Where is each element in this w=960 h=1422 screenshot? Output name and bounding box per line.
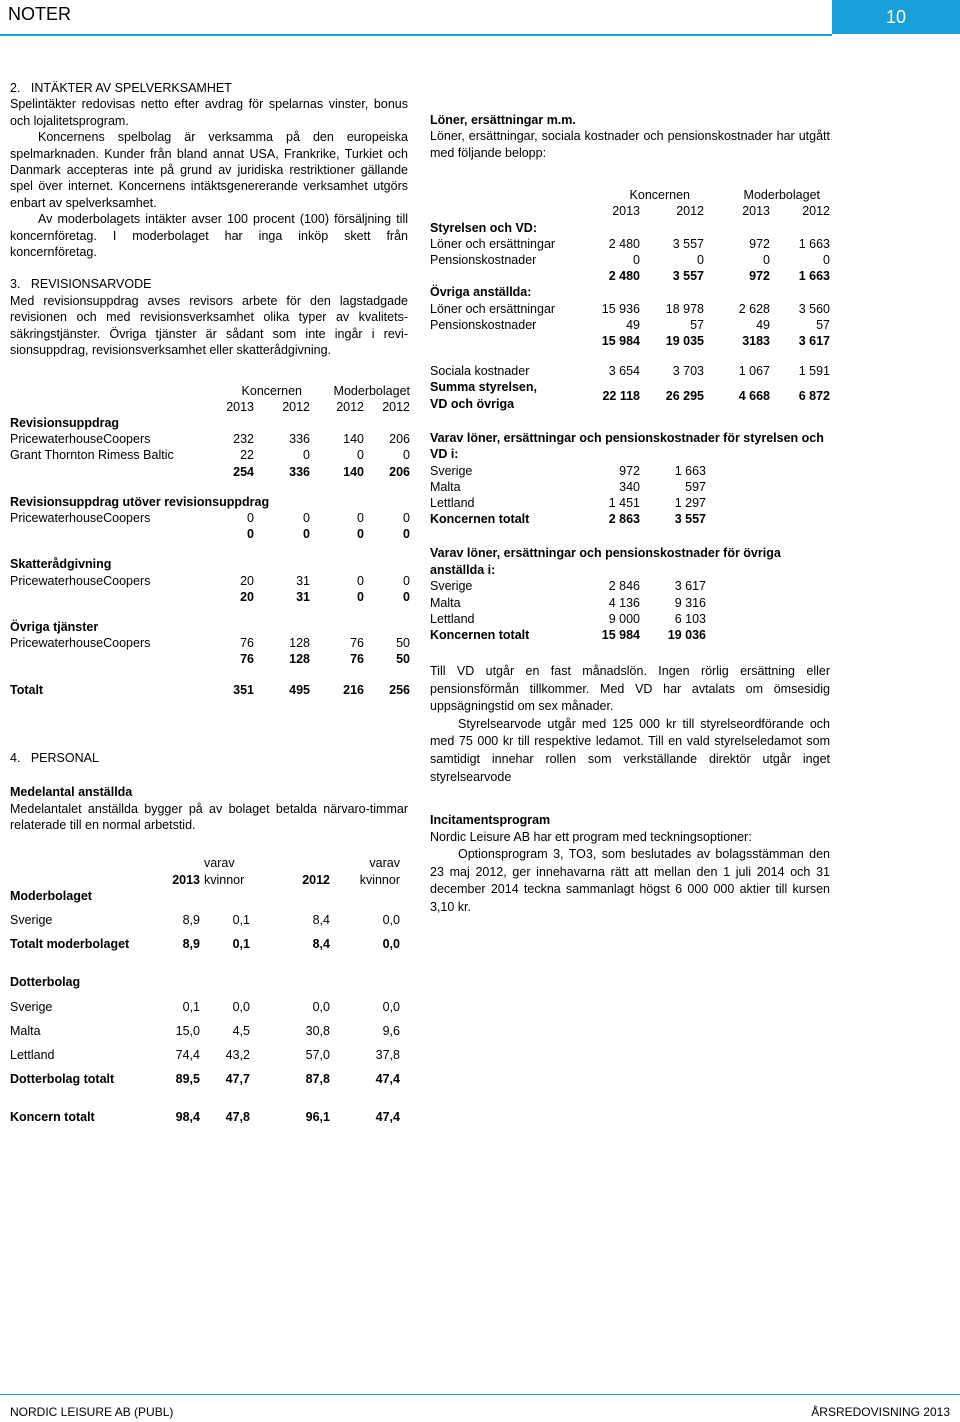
year-header: 2012 [302,872,330,887]
value-cell: 1 451 [608,496,640,511]
section-title-row [430,284,830,300]
value-cell: 0 [403,510,410,525]
label-line: Summa styrelsen, [430,380,537,395]
table-row [10,999,400,1015]
value-cell: 0 [357,573,364,588]
section-2-heading: 2. INTÄKTER AV SPELVERKSAMHET [10,81,232,95]
audit-fees-table [10,383,410,698]
spacer-cell [10,1039,400,1047]
value-cell: 18 978 [665,301,704,316]
value-cell: 3 557 [672,236,704,251]
value-cell: 3 617 [798,334,830,349]
row-label: Styrelsen och VD: [430,220,537,235]
incentive-heading: Incitamentsprogram [430,813,551,828]
value-cell: 8,9 [182,912,200,927]
value-cell: 9,6 [382,1023,400,1038]
value-cell: 0 [303,510,310,525]
value-cell: 2 846 [608,579,640,594]
value-cell: 2 628 [738,301,770,316]
row-label [430,379,590,411]
value-cell: 495 [289,682,310,697]
year-header: 2012 [282,399,310,414]
spacer-row [10,952,400,966]
row-label: Dotterbolag [10,975,81,990]
value-cell: 15 984 [601,627,640,642]
row-label: Lettland [10,1048,55,1062]
value-cell: 0 [697,253,704,268]
spacer-row [10,542,410,556]
value-cell: 0,0 [382,937,400,952]
row-label: Totalt moderbolaget [10,937,130,952]
row-label: Löner och ersättningar [430,301,556,316]
value-cell: 1 663 [798,236,830,251]
value-cell: 3183 [742,334,770,349]
row-label: Malta [430,595,461,610]
value-cell: 972 [749,269,770,284]
value-cell: 254 [233,464,254,479]
value-cell: 20 [240,589,254,604]
table-row [430,463,706,479]
year-header: 2013 [612,204,640,219]
row-label: Dotterbolag totalt [10,1072,115,1087]
row-label: PricewaterhouseCoopers [10,432,151,447]
spacer-row [10,1063,400,1071]
table-row [430,301,830,317]
value-cell: 206 [389,464,410,479]
spacer-cell [10,605,410,619]
value-cell: 256 [389,682,410,697]
value-cell: 3 560 [798,301,830,316]
row-label: Malta [430,479,461,494]
value-cell: 0 [763,253,770,268]
value-cell: 2 480 [608,236,640,251]
value-cell: 19 035 [665,334,704,349]
spacer-cell [10,542,410,556]
spacer-row [10,1039,400,1047]
value-cell: 0 [403,527,410,542]
row-label: PricewaterhouseCoopers [10,573,151,588]
total-row [10,936,400,952]
spacer-cell [10,991,400,999]
spacer-cell [10,1101,400,1109]
table-row [10,1023,400,1039]
value-cell: 3 617 [674,579,706,594]
incentive-paragraph-1: Nordic Leisure AB har ett program med teckningsoptioner: [430,829,752,844]
board-salaries-by-country [430,463,706,528]
row-label: Revisionsuppdrag utöver revisionsuppdrag [10,494,270,509]
table-row [10,573,410,589]
value-cell: 37,8 [375,1048,400,1062]
total-row [430,511,706,527]
s4-paragraph-1: Medelantalet anställda bygger på av bolaget betalda närvaro-timmar relaterade till en normal arbetstid. [10,801,408,832]
value-cell: 0,0 [312,999,330,1014]
value-cell: 31 [296,589,310,604]
value-cell: 47,4 [375,1110,400,1125]
row-label: Pensionskostnader [430,253,537,268]
value-cell: 9 000 [608,611,640,626]
value-cell: 128 [289,636,310,651]
row-label [10,589,210,605]
year-header: 2012 [382,399,410,414]
value-cell: 1 297 [674,496,706,511]
spacer-cell [10,966,400,974]
value-cell: 0 [403,448,410,463]
value-cell: 972 [749,236,770,251]
year-header: 2012 [336,399,364,414]
year-header: 2012 [802,204,830,219]
value-cell: 1 663 [674,463,706,478]
value-cell: 6 103 [674,611,706,626]
row-label: Övriga anställda: [430,285,532,300]
row-label: Koncernen totalt [430,627,530,642]
table-row [430,495,706,511]
value-cell: 232 [233,432,254,447]
value-cell: 15 984 [601,334,640,349]
value-cell: 336 [289,464,310,479]
vd-paragraph-1: Till VD utgår en fast månadslön. Ingen rörlig ersättning eller pensionsförmån tillkommer. Med VD har avtalats om ömsesidig uppsägningstid om sex månader. [430,664,830,714]
value-cell: 19 036 [667,627,706,642]
year-header: 2013 [226,399,254,414]
value-cell: 8,9 [182,937,200,952]
s2-paragraph-3: Av moderbolagets intäkter avser 100 procent (100) försäljning till koncernföretag. I moderbolaget har inga inköp skett från koncernföretag. [10,212,408,260]
table-row [430,595,706,611]
value-cell: 30,8 [305,1023,330,1038]
s3-paragraph-1: Med revisionsuppdrag avses revisors arbete för den lagstadgade revisionen och med revisionsverksamhet olika typer av kvalitets-säkringstjänster. Övriga tjänster är sådant som inte ingår i revi-sionsuppdrag, revisionsverksamhet eller skatterådgivning. [10,293,408,358]
value-cell: 4 668 [738,388,770,403]
row-label: Koncernen totalt [430,512,530,527]
subtotal-row [10,526,410,542]
staff-salaries-by-country [430,578,706,643]
value-cell: 1 067 [738,364,770,379]
value-cell: 9 316 [674,595,706,610]
spacer-cell [430,349,830,363]
grand-total-row [430,379,830,411]
row-label: Sverige [430,579,473,594]
table-row [430,236,830,252]
value-cell: 4 136 [608,595,640,610]
subtotal-row [10,464,410,480]
right-column [430,112,830,917]
value-cell: 0,1 [232,937,250,952]
value-cell: 87,8 [305,1072,330,1087]
section-title-row [10,888,400,904]
value-cell: 597 [685,479,706,494]
row-label: Totalt [10,682,44,697]
value-cell: 2 863 [608,512,640,527]
value-cell: 336 [289,432,310,447]
value-cell: 0 [357,510,364,525]
spacer-cell [10,1087,400,1101]
table-row [430,363,830,379]
section-3-heading: 3. REVISIONSARVODE [10,277,152,292]
value-cell: 140 [343,432,364,447]
value-cell: 0,0 [382,999,400,1014]
s2-paragraph-2: Koncernens spelbolag är verksamma på den europeiska spelmarknaden. Kunder från bland annat USA, Frankrike, Turkiet och Danmark accepteras inte på grund av juridiska restriktioner gällande spel över internet. Koncernens intäktsgenererande verksamhet utgörs enbart av spelverksamhet. [10,130,408,210]
row-label [10,651,210,667]
value-cell: 0 [357,589,364,604]
value-cell: 0,1 [182,999,200,1014]
value-cell: 31 [296,573,310,588]
spacer-cell [10,952,400,966]
value-cell: 49 [626,317,640,332]
value-cell: 140 [343,464,364,479]
table-row [10,912,400,928]
value-cell: 0 [357,527,364,542]
value-cell: 6 872 [798,388,830,403]
spacer-row [10,1015,400,1023]
value-cell: 3 557 [674,512,706,527]
value-cell: 76 [350,652,364,667]
value-cell: 8,4 [312,937,330,952]
spacer-cell [10,904,400,912]
s2-paragraph-1: Spelintäkter redovisas netto efter avdrag för spelarnas vinster, bonus och lojalitetsprogram. [10,97,408,128]
row-label: PricewaterhouseCoopers [10,510,151,525]
value-cell: 50 [396,652,410,667]
value-cell: 972 [619,463,640,478]
row-label: Sverige [10,912,53,927]
value-cell: 47,4 [375,1072,400,1087]
value-cell: 3 557 [672,269,704,284]
subtotal-row [430,333,830,349]
row-label [430,333,590,349]
total-row [430,627,706,643]
grand-total-row [10,1109,400,1125]
value-cell: 43,2 [225,1048,250,1062]
section-4-heading: 4. PERSONAL [10,750,99,765]
value-cell: 1 591 [798,364,830,379]
spacer-row [10,480,410,494]
group-header-moderbolaget: Moderbolaget [333,383,410,398]
spacer-row [10,991,400,999]
row-label: Koncern totalt [10,1110,95,1125]
spacer-cell [10,1063,400,1071]
row-label [430,268,590,284]
value-cell: 0 [247,527,254,542]
table-row [430,479,706,495]
section-title-row [430,220,830,236]
year-header: 2013 [742,204,770,219]
spacer-row [10,668,410,682]
row-label: Skatterådgivning [10,557,112,572]
spacer-cell [10,928,400,936]
value-cell: 57,0 [305,1048,330,1062]
row-label: Grant Thornton Rimess Baltic [10,448,174,463]
value-cell: 4,5 [232,1023,250,1038]
total-row [10,682,410,698]
value-cell: 0,0 [232,999,250,1014]
row-label: Sociala kostnader [430,364,530,379]
spacer-row [10,1087,400,1101]
table-row [430,317,830,333]
value-cell: 351 [233,682,254,697]
value-cell: 57 [816,317,830,332]
subtotal-row [10,651,410,667]
value-cell: 0 [633,253,640,268]
section-title-row [10,494,410,510]
value-cell: 2 480 [608,269,640,284]
row-label: PricewaterhouseCoopers [10,636,151,651]
spacer-row [10,605,410,619]
footer-company: NORDIC LEISURE AB (PUBL) [10,1405,174,1419]
value-cell: 22 [240,448,254,463]
row-label: Sverige [430,463,473,478]
table-row [10,447,410,463]
value-cell: 49 [756,317,770,332]
value-cell: 0,1 [232,912,250,927]
header-divider [0,34,832,36]
header-kvinnor: kvinnor [204,872,245,887]
value-cell: 98,4 [175,1110,200,1125]
spacer-row [10,904,400,912]
salaries-paragraph: Löner, ersättningar, sociala kostnader och pensionskostnader har utgått med följande belopp: [430,129,830,160]
value-cell: 206 [389,432,410,447]
spacer-row [430,349,830,363]
value-cell: 76 [350,636,364,651]
value-cell: 15 936 [601,301,640,316]
page-header-title: NOTER [8,4,71,24]
incentive-paragraph-2: Optionsprogram 3, TO3, som beslutades av bolagsstämman den 23 maj 2012, ger innehavarna rätt att mellan den 1 juli 2014 och 31 december 2014 teckna sammanlagt högst 6 000 000 aktier till kursen 3,10 kr. [430,847,830,915]
page-number: 10 [832,0,960,34]
value-cell: 0 [403,589,410,604]
row-label: Revisionsuppdrag [10,415,120,430]
s4-subheading: Medelantal anställda [10,785,133,800]
group-header-koncernen: Koncernen [629,188,690,203]
value-cell: 20 [240,573,254,588]
subtotal-row [430,268,830,284]
value-cell: 57 [690,317,704,332]
table-row [10,635,410,651]
varav-staff-heading: Varav löner, ersättningar och pensionskostnader för övriga anställda i: [430,546,781,577]
salaries-heading: Löner, ersättningar m.m. [430,113,576,127]
value-cell: 0 [823,253,830,268]
spacer-row [10,966,400,974]
value-cell: 1 663 [798,269,830,284]
footer-report: ÅRSREDOVISNING 2013 [811,1405,950,1419]
spacer-row [10,1101,400,1109]
value-cell: 3 703 [672,364,704,379]
value-cell: 0,0 [382,912,400,927]
subtotal-row [10,589,410,605]
row-label: Pensionskostnader [430,317,537,332]
left-column [10,80,408,1126]
row-label: Lettland [430,611,475,626]
row-label: Sverige [10,999,53,1014]
section-title-row [10,619,410,635]
row-label [10,464,210,480]
table-row [10,510,410,526]
value-cell: 47,8 [225,1110,250,1125]
value-cell: 0 [303,527,310,542]
vd-paragraph-2: Styrelsearvode utgår med 125 000 kr till styrelseordförande och med 75 000 kr till respektive ledamot. Till en vald styrelseledamot som samtidigt innehar rollen som verkställande direktör utgår inget styrelsearvode [430,716,830,784]
value-cell: 0 [403,573,410,588]
spacer-cell [10,1015,400,1023]
header-varav: varav [204,856,235,871]
value-cell: 0 [357,448,364,463]
value-cell: 15,0 [175,1023,200,1038]
value-cell: 96,1 [305,1110,330,1125]
value-cell: 74,4 [175,1048,200,1062]
section-title-row [10,415,410,431]
row-label [10,526,210,542]
value-cell: 0 [303,448,310,463]
table-row [430,252,830,268]
value-cell: 76 [240,652,254,667]
value-cell: 50 [396,636,410,651]
table-row [430,578,706,594]
row-label: Malta [10,1023,41,1038]
table-row [10,431,410,447]
value-cell: 216 [343,682,364,697]
row-label: Övriga tjänster [10,619,99,634]
table-row [430,611,706,627]
value-cell: 128 [289,652,310,667]
footer-divider [0,1394,960,1395]
spacer-cell [10,668,410,682]
spacer-row [10,928,400,936]
group-header-koncernen: Koncernen [241,383,302,398]
header-kvinnor: kvinnor [359,872,400,887]
group-header-moderbolaget: Moderbolaget [743,188,820,203]
value-cell: 47,7 [225,1072,250,1087]
salaries-table [430,187,830,412]
row-label: Moderbolaget [10,888,92,903]
year-header: 2012 [676,204,704,219]
section-title-row [10,556,410,572]
value-cell: 3 654 [608,364,640,379]
value-cell: 26 295 [665,388,704,403]
total-row [10,1071,400,1087]
varav-board-heading: Varav löner, ersättningar och pensionskostnader för styrelsen och VD i: [430,430,824,462]
row-label: Lettland [430,496,475,511]
value-cell: 76 [240,636,254,651]
section-title-row [10,974,400,990]
header-varav: varav [369,856,400,871]
value-cell: 340 [619,479,640,494]
value-cell: 0 [247,510,254,525]
value-cell: 8,4 [312,912,330,927]
value-cell: 89,5 [175,1072,200,1087]
value-cell: 22 118 [602,388,640,403]
average-employees-table [10,855,400,1125]
row-label: Löner och ersättningar [430,236,556,251]
year-header: 2013 [172,872,200,887]
table-row [10,1047,400,1063]
spacer-cell [10,480,410,494]
label-line: VD och övriga [430,396,515,411]
